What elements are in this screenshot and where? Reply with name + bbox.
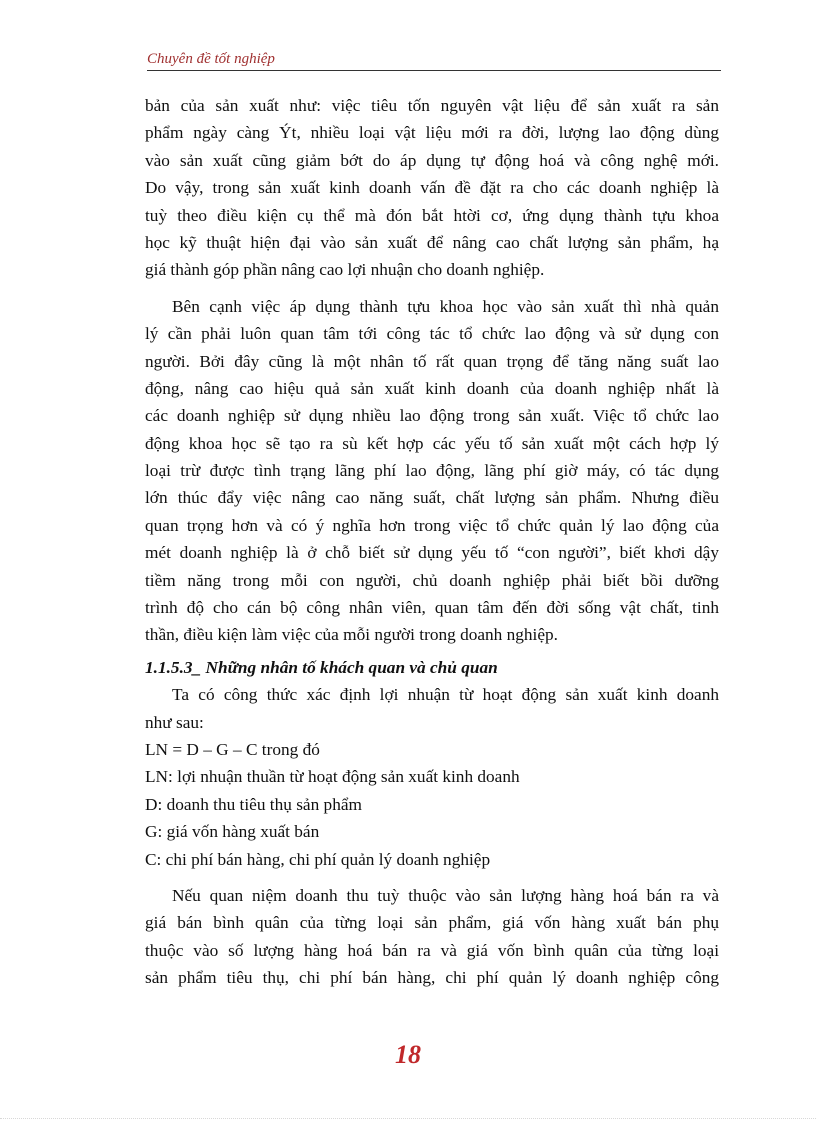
text-line: tuỳ theo điều kiện cụ thể mà đón bắt htời cơ, ứng dụng thành tựu khoa xyxy=(145,205,719,225)
text-line: lý cần phải luôn quan tâm tới công tác tổ chức lao động và sử dụng con xyxy=(145,324,719,344)
text-line: quan trọng hơn và có ý nghĩa hơn trong việc tổ chức quản lý lao động của xyxy=(145,515,719,535)
text-line: Bên cạnh việc áp dụng thành tựu khoa học vào sản xuất thì nhà quản xyxy=(172,296,719,316)
text-line: thần, điều kiện làm việc của mỗi người trong doanh nghiệp. xyxy=(145,625,558,645)
text-line: người. Bởi đây cũng là một nhân tố rất quan trọng để tăng năng suất lao xyxy=(145,351,719,371)
text-line: loại trừ được tình trạng lãng phí lao động, lãng phí giờ máy, có tác dụng xyxy=(145,461,719,481)
footer-divider xyxy=(0,1118,816,1119)
text-line: Ta có công thức xác định lợi nhuận từ hoạt động sản xuất kinh doanh xyxy=(172,685,719,705)
header-title: Chuyên đề tốt nghiệp xyxy=(147,51,275,67)
text-line: tiềm năng trong mỗi con người, chủ doanh nghiệp phải biết bồi dưỡng xyxy=(145,570,719,590)
paragraph-3 xyxy=(145,882,719,992)
text-line: Do vậy, trong sản xuất kinh doanh vấn đề đặt ra cho các doanh nghiệp là xyxy=(145,178,719,198)
text-line: bản của sản xuất như: việc tiêu tốn nguyên vật liệu để sản xuất ra sản xyxy=(145,96,719,115)
definition-line: G: giá vốn hàng xuất bán xyxy=(145,822,320,842)
text-line: trình độ cho cán bộ công nhân viên, quan tâm đến đời sống vật chất, tinh xyxy=(145,598,719,618)
text-line: động, nâng cao hiệu quả sản xuất kinh doanh của doanh nghiệp nhất là xyxy=(145,378,719,398)
definition-line: LN: lợi nhuận thuần từ hoạt động sản xuất kinh doanh xyxy=(145,767,520,787)
text-line: mét doanh nghiệp là ở chỗ biết sử dụng yếu tố “con người”, biết khơi dậy xyxy=(145,543,719,563)
definition-list xyxy=(145,736,719,873)
definition-line: LN = D – G – C trong đó xyxy=(145,739,320,759)
text-line: như sau: xyxy=(145,712,204,732)
definition-line: C: chi phí bán hàng, chi phí quản lý doanh nghiệp xyxy=(145,849,491,869)
section-heading: 1.1.5.3_ Những nhân tố khách quan và chủ quan xyxy=(145,657,498,677)
paragraph-1 xyxy=(145,92,719,284)
page-header xyxy=(147,50,721,71)
text-line: giá thành góp phần nâng cao lợi nhuận cho doanh nghiệp. xyxy=(145,260,545,280)
paragraph-2 xyxy=(145,293,719,649)
document-body xyxy=(145,92,719,992)
formula-intro xyxy=(145,681,719,736)
text-line: học kỹ thuật hiện đại vào sản xuất để nâng cao chất lượng sản phẩm, hạ xyxy=(145,232,719,252)
definition-line: D: doanh thu tiêu thụ sản phẩm xyxy=(145,794,362,814)
text-line: giá bán bình quân của từng loại sản phẩm, giá vốn hàng xuất bán phụ xyxy=(145,913,719,933)
text-line: Nếu quan niệm doanh thu tuỳ thuộc vào sản lượng hàng hoá bán ra và xyxy=(172,885,719,905)
text-line: phẩm ngày càng Ýt, nhiều loại vật liệu mới ra đời, lượng lao động dùng xyxy=(145,123,719,143)
page-number: 18 xyxy=(395,1040,421,1069)
text-line: các doanh nghiệp sử dụng nhiều lao động trong sản xuất. Việc tổ chức lao xyxy=(145,406,719,426)
text-line: sản phẩm tiêu thụ, chi phí bán hàng, chi phí quản lý doanh nghiệp công xyxy=(145,968,719,988)
text-line: động khoa học sẽ tạo ra sù kết hợp các yếu tố sản xuất một cách hợp lý xyxy=(145,433,719,453)
text-line: lớn thúc đẩy việc nâng cao năng suất, chất lượng sản phẩm. Nhưng điều xyxy=(145,488,719,508)
text-line: vào sản xuất cũng giảm bớt do áp dụng tự động hoá và công nghệ mới. xyxy=(145,150,719,170)
text-line: thuộc vào số lượng hàng hoá bán ra và giá vốn bình quân của từng loại xyxy=(145,940,719,960)
